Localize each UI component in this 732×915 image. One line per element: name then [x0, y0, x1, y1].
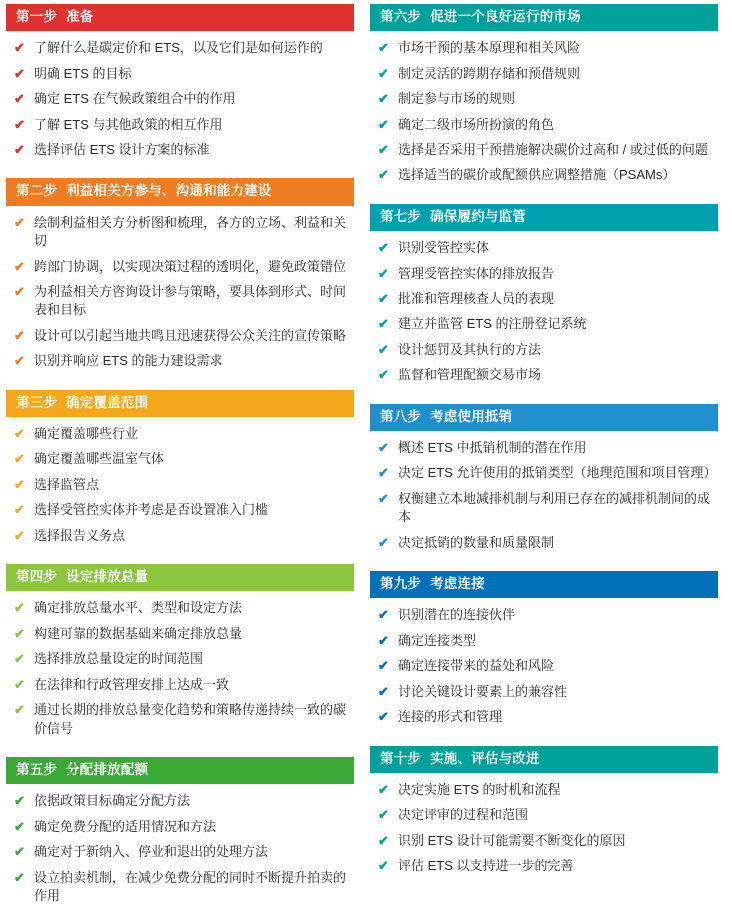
list-item-text: 选择监管点	[34, 476, 100, 492]
list-item	[374, 90, 714, 108]
list-item-text: 批准和管理核查人员的表现	[398, 291, 555, 306]
step-block	[6, 757, 354, 914]
step-item-list	[370, 231, 718, 394]
list-item-text: 绘制利益相关方分析图和梳理，各方的立场、利益和关切	[34, 214, 347, 249]
list-item-text: 识别受管控实体	[398, 240, 490, 256]
list-item	[10, 650, 350, 668]
list-item-text: 设计可以引起当地共鸣且迅速获得公众关注的宣传策略	[34, 327, 347, 343]
check-icon: ✔	[14, 142, 25, 157]
check-icon: ✔	[378, 832, 389, 848]
step-number: 第七步	[380, 208, 422, 224]
check-icon: ✔	[14, 793, 25, 809]
list-item	[374, 832, 714, 850]
list-item-text: 确定二级市场所扮演的角色	[398, 116, 555, 132]
step-block	[6, 178, 354, 379]
list-item	[10, 701, 350, 738]
check-icon: ✔	[14, 426, 25, 441]
step-number: 第十步	[380, 750, 422, 766]
step-item-list	[6, 784, 354, 914]
list-item	[374, 65, 714, 83]
list-item-text: 明确 ETS 的目标	[34, 65, 132, 81]
check-icon: ✔	[14, 527, 25, 543]
step-block	[6, 390, 354, 554]
list-item-text: 识别潜在的连接伙伴	[398, 607, 516, 623]
list-item-text: 确定免费分配的适用情况和方法	[34, 818, 217, 834]
list-item-text: 选择评估 ETS 设计方案的标准	[34, 142, 210, 157]
list-item	[374, 290, 714, 308]
list-item	[10, 352, 350, 370]
step-title: 设定排放总量	[66, 569, 149, 585]
list-item	[10, 283, 350, 320]
step-title: 考虑连接	[430, 576, 485, 592]
list-item-text: 在法律和行政管理安排上达成一致	[34, 676, 230, 692]
list-item	[374, 657, 714, 675]
step-header	[6, 757, 354, 784]
list-item-text: 概述 ETS 中抵销机制的潜在作用	[398, 440, 587, 455]
list-item-text: 依据政策目标确定分配方法	[34, 793, 191, 809]
step-title: 考虑使用抵销	[430, 408, 513, 424]
step-number: 第四步	[16, 569, 58, 585]
list-item	[374, 141, 714, 159]
list-item-text: 决定 ETS 允许使用的抵销类型（地理范围和项目管理）	[398, 465, 717, 481]
list-item-text: 设计惩罚及其执行的方法	[398, 341, 542, 357]
list-item-text: 决定实施 ETS 的时机和流程	[398, 781, 561, 797]
check-icon: ✔	[378, 316, 389, 332]
list-item-text: 确定连接带来的益处和风险	[398, 658, 555, 674]
list-item-text: 确定排放总量水平、类型和设定方法	[34, 600, 243, 616]
step-block	[6, 4, 354, 168]
check-icon: ✔	[378, 291, 389, 306]
list-item-text: 为利益相关方咨询设计参与策略，要具体到形式、时间表和目标	[34, 284, 347, 318]
list-item	[10, 625, 350, 643]
check-icon: ✔	[14, 702, 25, 718]
list-item	[10, 214, 350, 251]
list-item	[374, 606, 714, 624]
step-block	[6, 564, 354, 747]
check-icon: ✔	[14, 214, 25, 230]
check-icon: ✔	[378, 240, 389, 256]
list-item-text: 决定评审的过程和范围	[398, 807, 529, 823]
list-item	[10, 843, 350, 861]
list-item	[10, 141, 350, 159]
list-item	[10, 39, 350, 57]
step-title: 实施、评估与改进	[430, 750, 540, 766]
check-icon: ✔	[378, 632, 389, 648]
list-item-text: 设立拍卖机制，在减少免费分配的同时不断提升拍卖的作用	[34, 869, 347, 904]
list-item	[10, 425, 350, 443]
step-title: 准备	[66, 9, 94, 24]
list-item	[10, 90, 350, 108]
step-header	[6, 4, 354, 31]
list-item	[374, 708, 714, 726]
check-icon: ✔	[378, 858, 389, 874]
list-item	[10, 501, 350, 519]
list-item	[10, 65, 350, 83]
step-number: 第一步	[16, 9, 58, 24]
step-title: 分配排放配额	[66, 762, 149, 778]
list-item	[10, 116, 350, 134]
step-block	[370, 4, 718, 194]
list-item	[10, 792, 350, 810]
check-icon: ✔	[378, 91, 389, 107]
list-item-text: 确定连接类型	[398, 632, 477, 648]
column-left	[6, 4, 354, 904]
step-title: 确保履约与监管	[430, 208, 527, 224]
check-icon: ✔	[378, 807, 389, 823]
check-icon: ✔	[378, 490, 389, 506]
list-item-text: 确定覆盖哪些温室气体	[34, 451, 165, 467]
step-item-list	[370, 431, 718, 561]
list-item-text: 制定灵活的跨期存储和预借规则	[398, 65, 581, 81]
step-header	[370, 4, 718, 31]
check-icon: ✔	[14, 258, 25, 274]
step-item-list	[6, 206, 354, 380]
list-item	[374, 239, 714, 257]
check-icon: ✔	[14, 502, 25, 518]
check-icon: ✔	[14, 91, 25, 107]
check-icon: ✔	[378, 341, 389, 357]
list-item-text: 建立并监管 ETS 的注册登记系统	[398, 316, 587, 332]
step-item-list	[370, 31, 718, 194]
step-header	[6, 564, 354, 591]
list-item	[374, 464, 717, 482]
list-item-text: 构建可靠的数据基础来确定排放总量	[34, 625, 243, 641]
step-number: 第五步	[16, 762, 58, 778]
list-item	[374, 806, 714, 824]
check-icon: ✔	[14, 65, 25, 81]
list-item-text: 选择适当的碳价或配额供应调整措施（PSAMs）	[398, 167, 676, 183]
list-item	[374, 116, 714, 134]
list-item	[10, 258, 350, 276]
step-title: 促进一个良好运行的市场	[430, 9, 581, 24]
check-icon: ✔	[14, 353, 25, 369]
step-number: 第二步	[16, 183, 58, 199]
list-item	[10, 599, 350, 617]
step-title: 利益相关方参与、沟通和能力建设	[66, 183, 272, 199]
list-item-text: 通过长期的排放总量变化趋势和策略传递持续一致的碳价信号	[34, 702, 347, 736]
list-item-text: 连接的形式和管理	[398, 709, 503, 725]
step-number: 第九步	[380, 576, 422, 592]
check-icon: ✔	[378, 265, 389, 281]
list-item-text: 选择报告义务点	[34, 527, 126, 543]
check-icon: ✔	[14, 600, 25, 616]
list-item	[374, 265, 714, 283]
list-item-text: 确定覆盖哪些行业	[34, 426, 139, 441]
list-item	[374, 166, 714, 184]
list-item	[10, 476, 350, 494]
check-icon: ✔	[378, 142, 389, 157]
list-item-text: 选择是否采用干预措施解决碳价过高和 / 或过低的问题	[398, 142, 708, 157]
step-item-list	[6, 31, 354, 168]
list-item	[10, 676, 350, 694]
check-icon: ✔	[378, 440, 389, 455]
list-item-text: 确定 ETS 在气候政策组合中的作用	[34, 91, 236, 107]
check-icon: ✔	[14, 451, 25, 467]
check-icon: ✔	[378, 40, 389, 56]
list-item	[10, 327, 350, 345]
check-icon: ✔	[14, 40, 25, 56]
list-item	[374, 341, 714, 359]
check-icon: ✔	[14, 676, 25, 692]
check-icon: ✔	[378, 465, 389, 481]
list-item	[374, 534, 714, 552]
list-item	[374, 439, 714, 457]
step-item-list	[6, 591, 354, 747]
list-item	[374, 632, 714, 650]
list-item	[374, 39, 714, 57]
list-item	[10, 869, 350, 906]
step-item-list	[370, 773, 718, 885]
list-item-text: 了解 ETS 与其他政策的相互作用	[34, 116, 223, 132]
list-item-text: 评估 ETS 以支持进一步的完善	[398, 858, 574, 874]
list-item	[10, 818, 350, 836]
list-item-text: 识别并响应 ETS 的能力建设需求	[34, 353, 223, 369]
step-block	[370, 204, 718, 394]
step-number: 第八步	[380, 408, 422, 424]
check-icon: ✔	[378, 709, 389, 725]
list-item	[374, 366, 714, 384]
list-item-text: 选择排放总量设定的时间范围	[34, 651, 204, 667]
step-title: 确定覆盖范围	[66, 394, 149, 410]
check-icon: ✔	[378, 683, 389, 699]
step-header	[370, 204, 718, 231]
check-icon: ✔	[14, 284, 25, 299]
check-icon: ✔	[14, 327, 25, 343]
check-icon: ✔	[14, 476, 25, 492]
list-item	[374, 857, 714, 875]
check-icon: ✔	[378, 534, 389, 550]
step-number: 第六步	[380, 9, 422, 24]
check-icon: ✔	[14, 625, 25, 641]
list-item	[10, 527, 350, 545]
check-icon: ✔	[378, 65, 389, 81]
check-icon: ✔	[378, 607, 389, 623]
check-icon: ✔	[14, 116, 25, 132]
list-item-text: 市场干预的基本原理和相关风险	[398, 40, 581, 56]
list-item-text: 了解什么是碳定价和 ETS，以及它们是如何运作的	[34, 40, 323, 56]
check-icon: ✔	[378, 367, 389, 383]
check-icon: ✔	[378, 116, 389, 132]
column-right	[370, 4, 718, 874]
list-item-text: 权衡建立本地减排机制与利用已存在的减排机制间的成本	[398, 490, 711, 525]
list-item-text: 管理受管控实体的排放报告	[398, 265, 555, 281]
check-icon: ✔	[14, 869, 25, 885]
step-header	[370, 571, 718, 598]
check-icon: ✔	[14, 651, 25, 667]
list-item-text: 识别 ETS 设计可能需要不断变化的原因	[398, 832, 626, 848]
list-item	[10, 450, 350, 468]
list-item-text: 决定抵销的数量和质量限制	[398, 534, 555, 550]
step-block	[370, 404, 718, 561]
list-item-text: 讨论关键设计要素上的兼容性	[398, 683, 568, 699]
list-item	[374, 315, 714, 333]
check-icon: ✔	[378, 781, 389, 797]
check-icon: ✔	[14, 844, 25, 860]
step-block	[370, 746, 718, 885]
step-header	[6, 178, 354, 205]
step-header	[370, 404, 718, 431]
check-icon: ✔	[378, 658, 389, 674]
list-item-text: 确定对于新纳入、停业和退出的处理方法	[34, 844, 269, 860]
step-header	[6, 390, 354, 417]
list-item	[374, 490, 714, 527]
check-icon: ✔	[378, 167, 389, 183]
list-item	[374, 781, 714, 799]
check-icon: ✔	[14, 818, 25, 834]
list-item-text: 监督和管理配额交易市场	[398, 367, 542, 383]
list-item	[374, 683, 714, 701]
step-item-list	[6, 417, 354, 554]
step-number: 第三步	[16, 394, 58, 410]
list-item-text: 跨部门协调，以实现决策过程的透明化，避免政策错位	[34, 258, 347, 274]
step-item-list	[370, 598, 718, 735]
step-header	[370, 746, 718, 773]
step-block	[370, 571, 718, 735]
list-item-text: 制定参与市场的规则	[398, 91, 516, 107]
list-item-text: 选择受管控实体并考虑是否设置准入门槛	[34, 502, 269, 518]
